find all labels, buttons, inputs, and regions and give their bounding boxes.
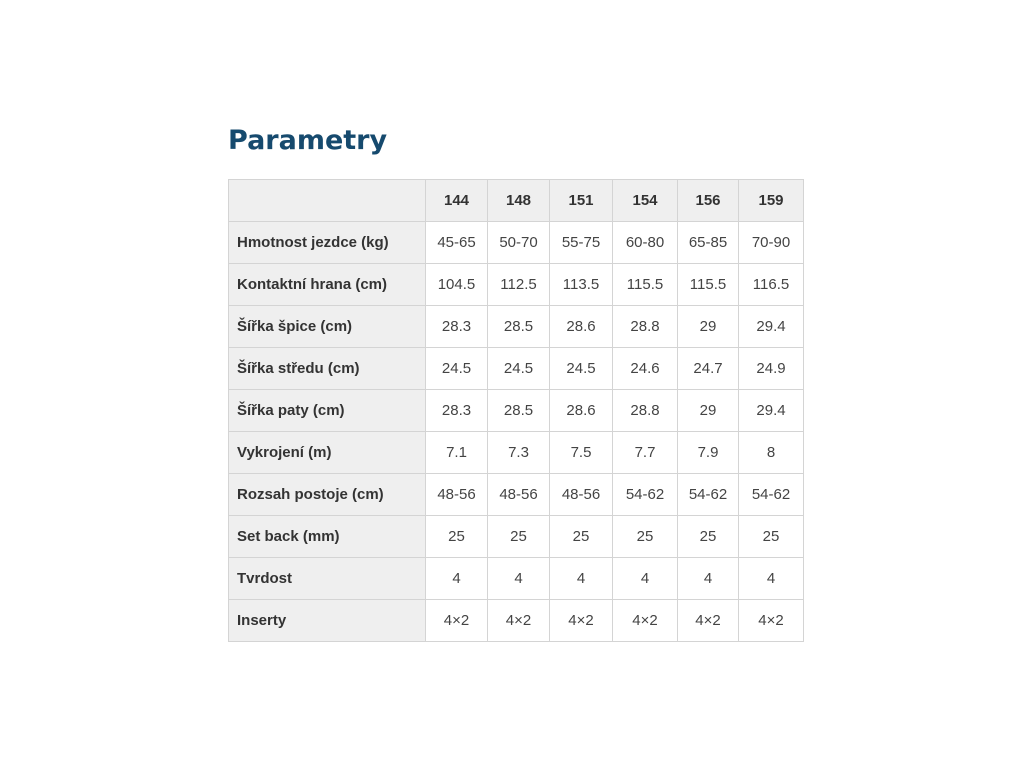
section-title: Parametry [228,125,388,156]
table-cell: 7.1 [426,432,488,474]
table-cell: 25 [550,516,613,558]
table-row [229,600,804,642]
row-label: Tvrdost [229,558,426,600]
table-cell: 28.3 [426,306,488,348]
table-cell: 116.5 [739,264,804,306]
column-header: 156 [678,180,739,222]
table-row [229,432,804,474]
table-cell: 4 [613,558,678,600]
table-cell: 65-85 [678,222,739,264]
table-cell: 24.5 [550,348,613,390]
row-label: Šířka paty (cm) [229,390,426,432]
table-cell: 54-62 [678,474,739,516]
table-cell: 7.3 [488,432,550,474]
table-cell: 28.3 [426,390,488,432]
table-row [229,222,804,264]
table-cell: 70-90 [739,222,804,264]
table-cell: 25 [739,516,804,558]
table-cell: 25 [488,516,550,558]
table-cell: 4×2 [426,600,488,642]
row-label: Set back (mm) [229,516,426,558]
table-cell: 60-80 [613,222,678,264]
row-label: Hmotnost jezdce (kg) [229,222,426,264]
column-header: 144 [426,180,488,222]
table-cell: 7.9 [678,432,739,474]
table-cell: 28.8 [613,390,678,432]
table-cell: 28.8 [613,306,678,348]
table-header-row [229,180,804,222]
table-cell: 4×2 [678,600,739,642]
table-cell: 4 [488,558,550,600]
table-cell: 48-56 [488,474,550,516]
column-header: 159 [739,180,804,222]
table-row [229,306,804,348]
table-cell: 28.6 [550,390,613,432]
table-cell: 4 [426,558,488,600]
table-cell: 28.5 [488,390,550,432]
parameters-section [228,120,803,629]
table-cell: 4×2 [613,600,678,642]
table-row [229,390,804,432]
table-cell: 8 [739,432,804,474]
table-row [229,516,804,558]
row-label: Rozsah postoje (cm) [229,474,426,516]
table-cell: 29 [678,390,739,432]
table-cell: 54-62 [613,474,678,516]
table-cell: 7.5 [550,432,613,474]
table-cell: 25 [678,516,739,558]
column-header: 148 [488,180,550,222]
table-row [229,348,804,390]
table-cell: 48-56 [550,474,613,516]
table-row [229,264,804,306]
column-header: 151 [550,180,613,222]
row-label: Šířka středu (cm) [229,348,426,390]
table-cell: 24.7 [678,348,739,390]
table-row [229,558,804,600]
table-cell: 24.9 [739,348,804,390]
table-cell: 112.5 [488,264,550,306]
table-cell: 28.5 [488,306,550,348]
table-cell: 4×2 [739,600,804,642]
table-cell: 54-62 [739,474,804,516]
table-cell: 24.6 [613,348,678,390]
row-label: Šířka špice (cm) [229,306,426,348]
table-cell: 4 [739,558,804,600]
table-cell: 24.5 [426,348,488,390]
row-label: Kontaktní hrana (cm) [229,264,426,306]
table-row [229,474,804,516]
table-cell: 115.5 [678,264,739,306]
table-cell: 7.7 [613,432,678,474]
table-cell: 29 [678,306,739,348]
table-cell: 4 [678,558,739,600]
column-header: 154 [613,180,678,222]
table-cell: 24.5 [488,348,550,390]
table-cell: 4 [550,558,613,600]
table-cell: 115.5 [613,264,678,306]
parameters-table [228,179,804,642]
table-cell: 4×2 [488,600,550,642]
table-cell: 4×2 [550,600,613,642]
table-cell: 48-56 [426,474,488,516]
table-cell: 113.5 [550,264,613,306]
table-cell: 29.4 [739,306,804,348]
table-corner-cell [229,180,426,222]
table-cell: 55-75 [550,222,613,264]
table-cell: 50-70 [488,222,550,264]
table-cell: 104.5 [426,264,488,306]
table-cell: 25 [426,516,488,558]
table-cell: 29.4 [739,390,804,432]
table-cell: 25 [613,516,678,558]
row-label: Inserty [229,600,426,642]
table-cell: 28.6 [550,306,613,348]
table-cell: 45-65 [426,222,488,264]
row-label: Vykrojení (m) [229,432,426,474]
